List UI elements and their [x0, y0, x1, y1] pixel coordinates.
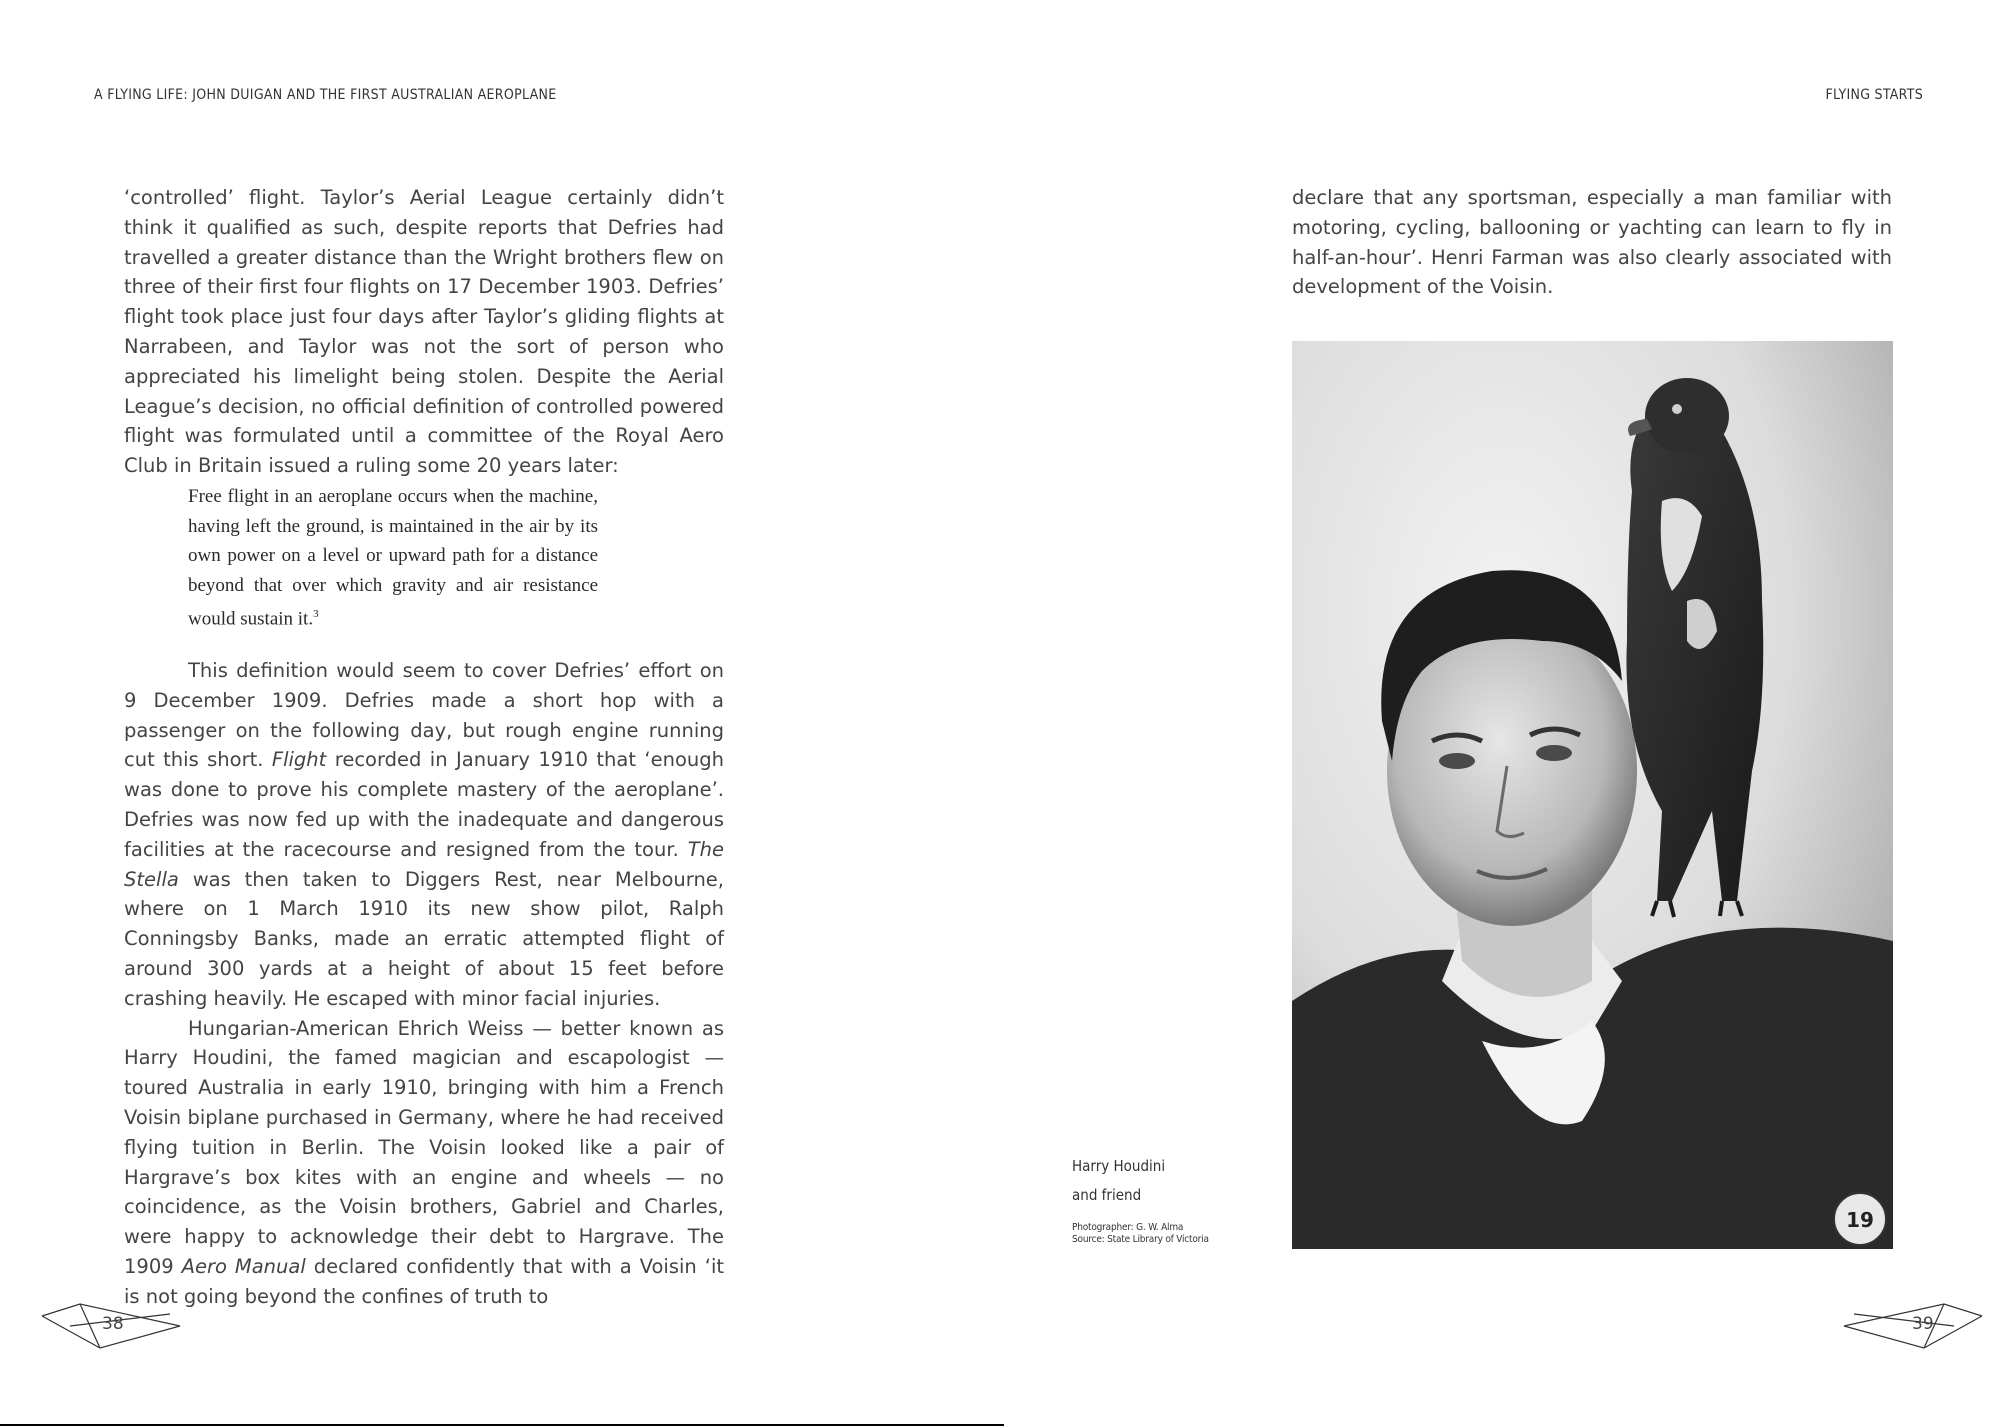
block-quote [188, 482, 598, 634]
paragraph: This definition would seem to cover Defries’ effort on 9 December 1909. Defries made a short hop with a passenger on the following day, but rough engine running cut this short. Flight recorded in January 1910 that ‘enough was done to prove his complete mastery of the aeroplane’. Defries was now fed up with the inadequate and dangerous facilities at the racecourse and resigned from the tour. The Stella was then taken to Diggers Rest, near Melbourne, where on 1 March 1910 its new show pilot, Ralph Conningsby Banks, made an erratic attempted flight of around 300 yards at a height of about 15 feet before crashing heavily. He escaped with minor facial injuries. [124, 659, 724, 1010]
footnote-marker: 3 [313, 608, 319, 621]
credit-line: Source: State Library of Victoria [1072, 1234, 1209, 1245]
paragraph: ‘controlled’ flight. Taylor’s Aerial League certainly didn’t think it qualified as such, despite reports that Defries had travelled a greater distance than the Wright brothers flew on three of their first four flights on 17 December 1903. Defries’ flight took place just four days after Taylor’s gliding flights at Narrabeen, and Taylor was not the sort of person who appreciated his limelight being stolen. Despite the Aerial League’s decision, no official definition of controlled powered flight was formulated until a committee of the Royal Aero Club in Britain issued a ruling some 20 years later: [124, 186, 724, 478]
folio-left [40, 1298, 190, 1368]
left-column-bottom [124, 656, 724, 1312]
paragraph: declare that any sportsman, especially a man familiar with motoring, cycling, ballooning or yachting can learn to fly in half-an-hour’. Henri Farman was also clearly associated with development of the Voisin. [1292, 186, 1892, 299]
caption-line: Harry Houdini [1072, 1157, 1166, 1175]
italic-title: Flight [271, 748, 327, 772]
page-number: 39 [1912, 1314, 1934, 1334]
paragraph: Hungarian-American Ehrich Weiss — better known as Harry Houdini, the famed magician and escapologist — toured Australia in early 1910, bringing with him a French Voisin biplane purchased in Germany, where he had received flying tuition in Berlin. The Voisin looked like a pair of Hargrave’s box kites with an engine and wheels — no coincidence, as the Voisin brothers, Gabriel and Charles, were happy to acknowledge their debt to Hargrave. The 1909 Aero Manual declared confidently that with a Voisin ‘it is not going beyond the confines of truth to [124, 1016, 725, 1308]
folio-right [1834, 1298, 1984, 1368]
right-page [1004, 0, 2008, 1417]
left-page [0, 0, 1004, 1417]
italic-title: Aero Manual [181, 1254, 306, 1278]
left-column-top [124, 183, 724, 481]
credit-line: Photographer: G. W. Alma [1072, 1222, 1184, 1233]
houdini-photo [1292, 341, 1893, 1249]
folio-ornament-icon [1834, 1298, 1984, 1368]
italic-title: The Stella [124, 837, 724, 891]
running-head-right: FLYING STARTS [1825, 87, 1923, 103]
quote-text: Free flight in an aeroplane occurs when the machine, having left the ground, is maintained in the air by its own power on a level or upward path for a distance beyond that over which gravity and air resistance would sustain it. [188, 486, 598, 630]
page-number: 38 [102, 1314, 124, 1334]
photo-credit [1072, 1222, 1209, 1246]
photo-caption [1072, 1152, 1165, 1210]
caption-line: and friend [1072, 1186, 1142, 1204]
running-head-left: A FLYING LIFE: JOHN DUIGAN AND THE FIRST AUSTRALIAN AEROPLANE [94, 87, 557, 103]
right-column-top [1292, 183, 1892, 302]
portrait-image [1292, 341, 1893, 1249]
photo-stamp-number: 19 [1846, 1208, 1874, 1232]
